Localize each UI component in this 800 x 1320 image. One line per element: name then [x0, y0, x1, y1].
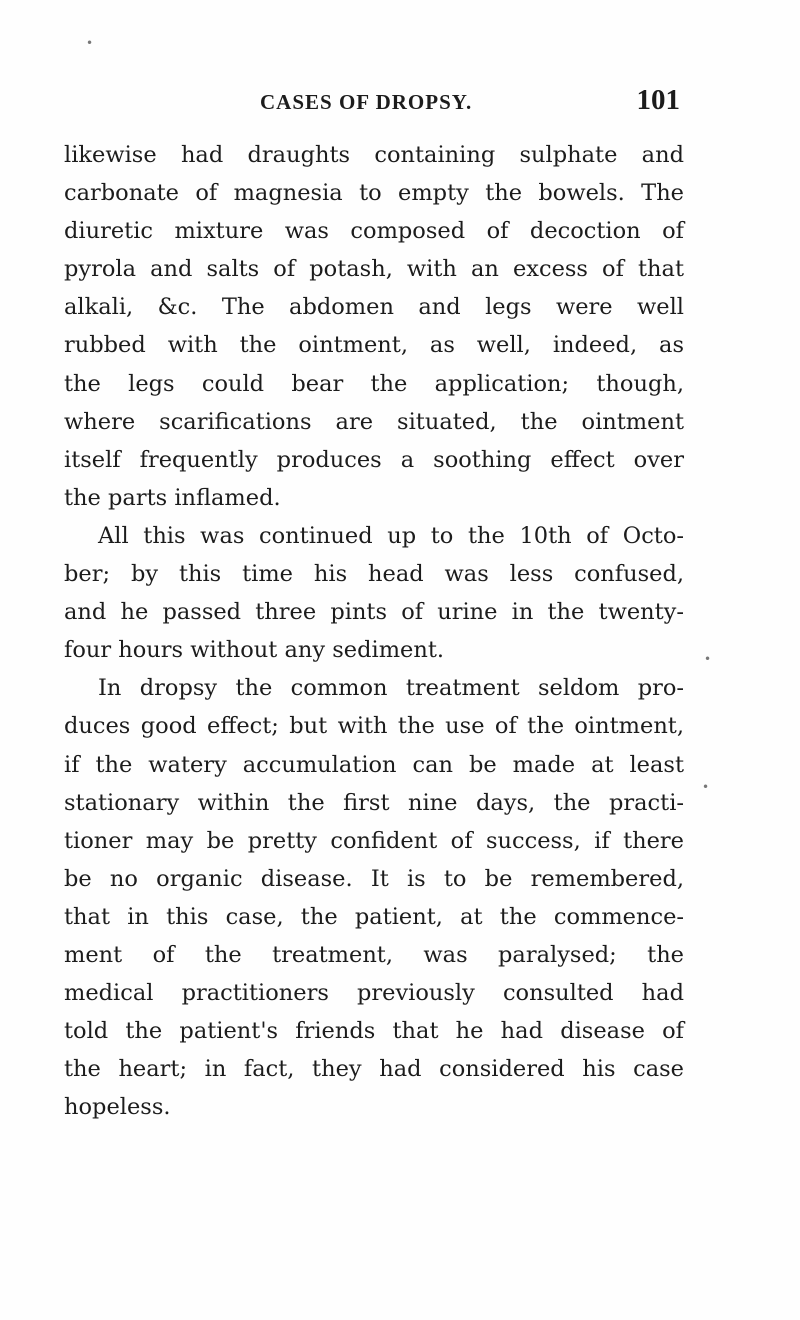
text-line: itself frequently produces a soothing effect over: [64, 446, 684, 473]
text-line: likewise had draughts containing sulphate and: [64, 142, 684, 168]
text-line: diuretic mixture was composed of decoction of: [64, 218, 684, 245]
text-line: ment of the treatment, was paralysed; the: [64, 941, 684, 968]
text-line: tioner may be pretty confident of success, if there: [64, 827, 684, 854]
text-line: hopeless.: [64, 1094, 171, 1121]
running-head: [260, 84, 680, 124]
text-line: four hours without any sediment.: [64, 637, 445, 664]
text-line: carbonate of magnesia to empty the bowels. The: [64, 180, 684, 207]
text-line: where scarifications are situated, the ointment: [64, 408, 684, 435]
text-line: alkali, &c. The abdomen and legs were well: [64, 294, 684, 321]
scan-speck: •: [704, 652, 712, 666]
scan-speck: •: [86, 36, 94, 50]
text-line: be no organic disease. It is to be remembered,: [64, 865, 684, 892]
text-line: stationary within the first nine days, the practi-: [64, 789, 684, 816]
text-line: the parts inflamed.: [64, 484, 281, 511]
text-line: the legs could bear the application; though,: [64, 370, 684, 397]
text-line: pyrola and salts of potash, with an excess of that: [64, 256, 684, 283]
body-text: [64, 136, 684, 1126]
text-line: duces good effect; but with the use of the ointment,: [64, 713, 684, 740]
text-line: if the watery accumulation can be made at least: [64, 751, 684, 778]
text-line: told the patient's friends that he had disease of: [64, 1018, 684, 1045]
text-line: that in this case, the patient, at the commence-: [64, 903, 684, 930]
text-line: medical practitioners previously consulted had: [64, 980, 684, 1007]
running-title: CASES OF DROPSY.: [260, 90, 473, 114]
text-line: and he passed three pints of urine in the twenty-: [64, 599, 684, 626]
scan-speck: •: [702, 780, 710, 794]
paragraph-start-line: In dropsy the common treatment seldom pro-: [98, 675, 684, 702]
text-line: rubbed with the ointment, as well, indeed, as: [64, 332, 684, 359]
text-line: the heart; in fact, they had considered his case: [64, 1056, 684, 1083]
paragraph-start-line: All this was continued up to the 10th of Octo-: [98, 522, 684, 549]
page-number: 101: [636, 84, 680, 116]
text-line: ber; by this time his head was less confused,: [64, 561, 684, 588]
